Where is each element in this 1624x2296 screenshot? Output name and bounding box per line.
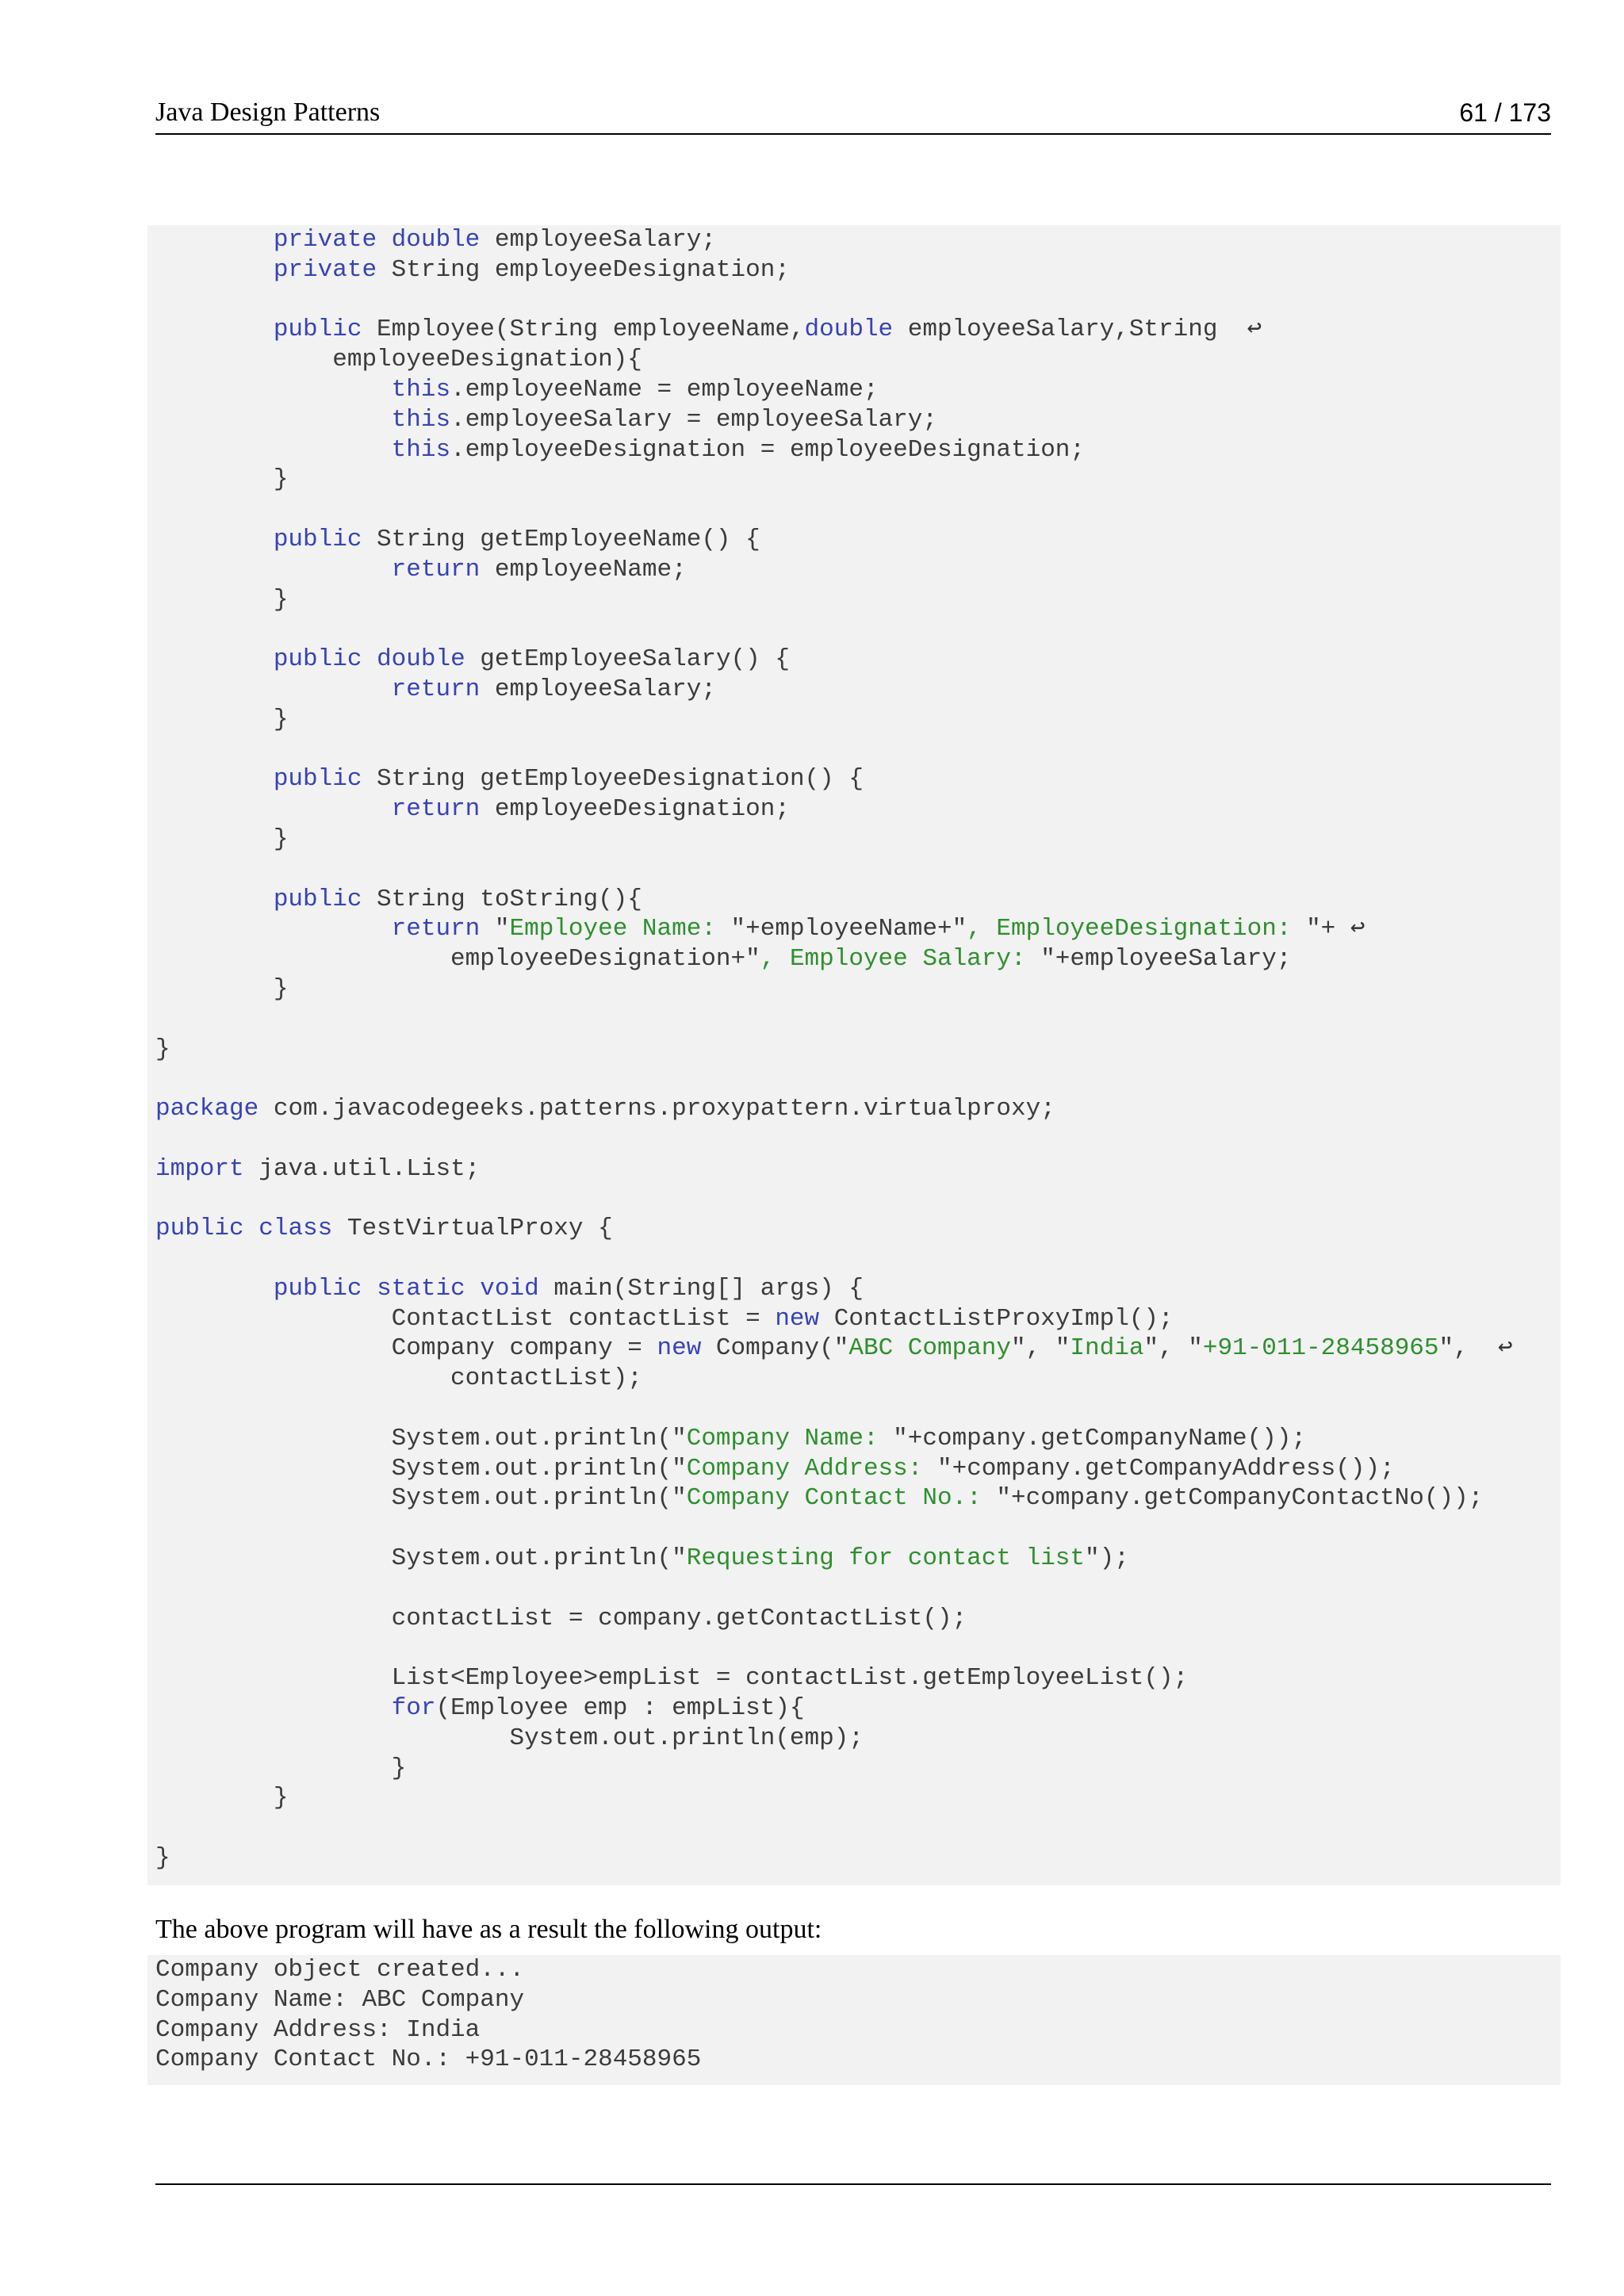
code-line	[155, 974, 1561, 1004]
code-keyword: new	[657, 1334, 702, 1363]
line-wrap-icon: ↩	[1497, 1334, 1513, 1363]
code-text: Company Name: ABC Company	[155, 1985, 525, 2014]
code-text: "+company.getCompanyName());	[893, 1424, 1307, 1452]
code-text: }	[155, 974, 289, 1003]
code-keyword: this	[391, 375, 451, 404]
code-string: India	[1070, 1334, 1144, 1363]
code-text: Company("	[701, 1334, 849, 1363]
code-line	[155, 675, 1561, 705]
code-line	[155, 1693, 1561, 1724]
code-text	[362, 1275, 377, 1303]
code-listing	[147, 225, 1561, 1885]
code-keyword: static	[377, 1274, 465, 1303]
code-string: +91-011-28458965	[1202, 1334, 1439, 1363]
code-line	[155, 1394, 1561, 1424]
code-text	[155, 406, 392, 434]
code-line	[155, 1813, 1561, 1843]
code-text	[362, 645, 377, 673]
code-text: contactList = company.getContactList();	[155, 1604, 967, 1632]
code-keyword: return	[391, 555, 481, 584]
code-text: .employeeSalary = employeeSalary;	[450, 405, 937, 434]
code-keyword: private	[273, 226, 377, 254]
code-line	[155, 1513, 1561, 1544]
code-text: employeeDesignation;	[480, 795, 790, 824]
code-text	[155, 886, 274, 913]
code-line	[155, 1724, 1561, 1754]
code-line	[155, 1184, 1561, 1215]
code-line	[155, 465, 1561, 495]
code-keyword: private	[273, 255, 377, 284]
code-keyword: return	[391, 675, 481, 703]
body-paragraph: The above program will have as a result the following output:	[155, 1915, 822, 1944]
code-line	[155, 1094, 1561, 1124]
code-text: "+company.getCompanyAddress());	[936, 1454, 1395, 1483]
code-line	[155, 1633, 1561, 1663]
code-text: .employeeName = employeeName;	[450, 375, 879, 404]
code-text: List<Employee>empList = contactList.getEmployeeList();	[155, 1664, 1189, 1693]
code-line	[155, 495, 1561, 525]
code-text: String toString(){	[362, 885, 642, 913]
code-text	[377, 226, 392, 254]
code-text: "+employeeSalary;	[1040, 945, 1292, 974]
page-header	[155, 95, 1551, 135]
code-text: "+company.getCompanyContactNo());	[996, 1484, 1484, 1513]
code-line	[155, 255, 1561, 285]
code-line	[155, 614, 1561, 645]
code-text	[155, 675, 392, 703]
code-line	[155, 885, 1561, 915]
code-line	[155, 1783, 1561, 1813]
code-text: employeeSalary;	[480, 226, 716, 254]
code-line	[155, 225, 1561, 255]
code-text: ", "	[1011, 1334, 1071, 1363]
code-text: contactList);	[155, 1364, 642, 1393]
code-text: }	[155, 1784, 289, 1812]
code-line	[155, 405, 1561, 435]
code-line	[155, 1274, 1561, 1304]
code-line	[155, 794, 1561, 825]
code-keyword: this	[391, 405, 451, 434]
code-string: Company Name:	[686, 1424, 894, 1452]
code-text: System.out.println("	[155, 1454, 687, 1483]
code-line	[155, 1955, 1561, 1985]
code-text: }	[155, 585, 289, 614]
code-text	[155, 256, 274, 284]
code-line	[155, 705, 1561, 735]
code-line	[155, 2015, 1561, 2045]
code-keyword: this	[391, 435, 451, 464]
code-string: ABC Company	[848, 1334, 1011, 1363]
code-line	[155, 1604, 1561, 1634]
code-line	[155, 645, 1561, 675]
code-line	[155, 1064, 1561, 1094]
code-text	[155, 316, 274, 343]
code-text: System.out.println("	[155, 1424, 687, 1452]
code-line	[155, 1574, 1561, 1604]
code-keyword: new	[775, 1304, 820, 1333]
code-line	[155, 1454, 1561, 1484]
code-text	[155, 376, 392, 404]
code-text: com.javacodegeeks.patterns.proxypattern.virtualproxy;	[259, 1095, 1055, 1123]
code-line	[155, 285, 1561, 316]
code-text: }	[155, 465, 289, 494]
code-text: ", "	[1143, 1334, 1203, 1363]
code-text: Company Address: India	[155, 2015, 481, 2044]
code-keyword: public	[273, 316, 362, 344]
code-text: .employeeDesignation = employeeDesignation;	[450, 435, 1086, 464]
code-text: }	[155, 1754, 407, 1782]
code-text: Company company =	[155, 1334, 657, 1363]
code-text: String getEmployeeName() {	[362, 525, 760, 553]
code-line	[155, 1214, 1561, 1244]
code-line	[155, 585, 1561, 615]
code-line	[155, 855, 1561, 885]
code-text	[155, 436, 392, 464]
code-text: employeeDesignation){	[155, 346, 642, 374]
code-line	[155, 375, 1561, 405]
code-line	[155, 764, 1561, 794]
code-text	[155, 765, 274, 793]
code-string: , EmployeeDesignation:	[967, 915, 1307, 943]
code-line	[155, 1754, 1561, 1784]
code-line	[155, 1544, 1561, 1574]
code-line	[155, 1843, 1561, 1873]
code-text	[244, 1215, 259, 1242]
code-string: Requesting for contact list	[686, 1544, 1086, 1573]
code-line	[155, 435, 1561, 465]
code-line	[155, 825, 1561, 855]
code-text: TestVirtualProxy {	[332, 1215, 613, 1243]
code-keyword: public	[273, 645, 362, 674]
code-keyword: double	[804, 316, 894, 344]
code-keyword: double	[391, 226, 481, 254]
code-text: "+employeeName+"	[730, 915, 967, 943]
code-line	[155, 1304, 1561, 1334]
code-text: ");	[1085, 1544, 1129, 1573]
code-text	[155, 226, 274, 254]
page-indicator: 61 / 173	[1459, 98, 1551, 127]
code-text: ContactList contactList =	[155, 1304, 776, 1333]
code-string: Employee Name:	[509, 915, 731, 943]
code-text: java.util.List;	[243, 1154, 481, 1183]
code-line	[155, 1334, 1561, 1364]
footer-rule	[155, 2183, 1551, 2185]
code-keyword: double	[377, 645, 465, 674]
code-text	[155, 915, 392, 943]
code-text: String employeeDesignation;	[377, 255, 790, 284]
code-text	[155, 1275, 274, 1303]
code-keyword: public	[273, 885, 362, 913]
code-line	[155, 914, 1561, 944]
code-keyword: void	[480, 1274, 539, 1303]
code-keyword: return	[391, 795, 481, 824]
code-text: main(String[] args) {	[538, 1274, 864, 1303]
code-text: }	[155, 1844, 170, 1873]
code-text: employeeSalary;	[480, 675, 716, 703]
code-line	[155, 1483, 1561, 1513]
code-text: }	[155, 1035, 170, 1063]
code-text	[155, 795, 392, 823]
code-text: employeeSalary,String	[893, 316, 1247, 344]
code-text: }	[155, 825, 289, 853]
code-text: System.out.println("	[155, 1544, 687, 1573]
code-keyword: package	[155, 1095, 259, 1123]
code-keyword: public	[273, 765, 362, 794]
code-keyword: class	[259, 1215, 333, 1243]
code-text: Company object created...	[155, 1956, 525, 1984]
code-keyword: public	[273, 1274, 362, 1303]
code-line	[155, 1004, 1561, 1035]
code-text: "+	[1306, 915, 1350, 943]
code-line	[155, 1424, 1561, 1454]
code-line	[155, 525, 1561, 555]
code-string: Company Contact No.:	[686, 1484, 997, 1513]
code-keyword: return	[391, 915, 481, 943]
code-line	[155, 735, 1561, 765]
code-string: , Employee Salary:	[760, 945, 1041, 974]
code-line	[155, 1985, 1561, 2015]
code-string: Company Address:	[686, 1454, 937, 1483]
code-line	[155, 944, 1561, 974]
code-text: employeeName;	[480, 555, 687, 584]
code-keyword: public	[155, 1215, 244, 1243]
code-line	[155, 555, 1561, 585]
code-keyword: import	[155, 1154, 244, 1183]
code-text: ContactListProxyImpl();	[819, 1304, 1174, 1333]
code-text	[465, 1275, 481, 1303]
code-line	[155, 1244, 1561, 1274]
program-output-listing	[147, 1955, 1561, 2085]
code-line	[155, 1154, 1561, 1184]
code-line	[155, 1364, 1561, 1394]
code-line	[155, 1124, 1561, 1154]
code-text: (Employee emp : empList){	[435, 1694, 805, 1723]
line-wrap-icon: ↩	[1350, 915, 1365, 943]
code-line	[155, 1663, 1561, 1693]
code-text: getEmployeeSalary() {	[465, 645, 790, 674]
code-text	[155, 645, 274, 673]
code-text: employeeDesignation+"	[155, 945, 760, 974]
code-line	[155, 345, 1561, 375]
running-title: Java Design Patterns	[155, 98, 381, 127]
code-text: Company Contact No.: +91-011-28458965	[155, 2045, 702, 2074]
code-keyword: public	[273, 525, 362, 553]
code-text: }	[155, 705, 289, 733]
code-text: System.out.println("	[155, 1484, 687, 1513]
code-line	[155, 315, 1561, 345]
code-text	[155, 526, 274, 553]
line-wrap-icon: ↩	[1247, 316, 1262, 344]
code-text: System.out.println(emp);	[155, 1724, 864, 1752]
code-text	[155, 556, 392, 584]
code-text: ",	[1438, 1334, 1498, 1363]
code-line	[155, 2045, 1561, 2075]
code-text: "	[480, 915, 510, 943]
code-text: Employee(String employeeName,	[362, 316, 805, 344]
code-text: String getEmployeeDesignation() {	[362, 765, 864, 794]
code-keyword: for	[391, 1694, 436, 1723]
code-line	[155, 1035, 1561, 1065]
code-text	[155, 1694, 392, 1722]
